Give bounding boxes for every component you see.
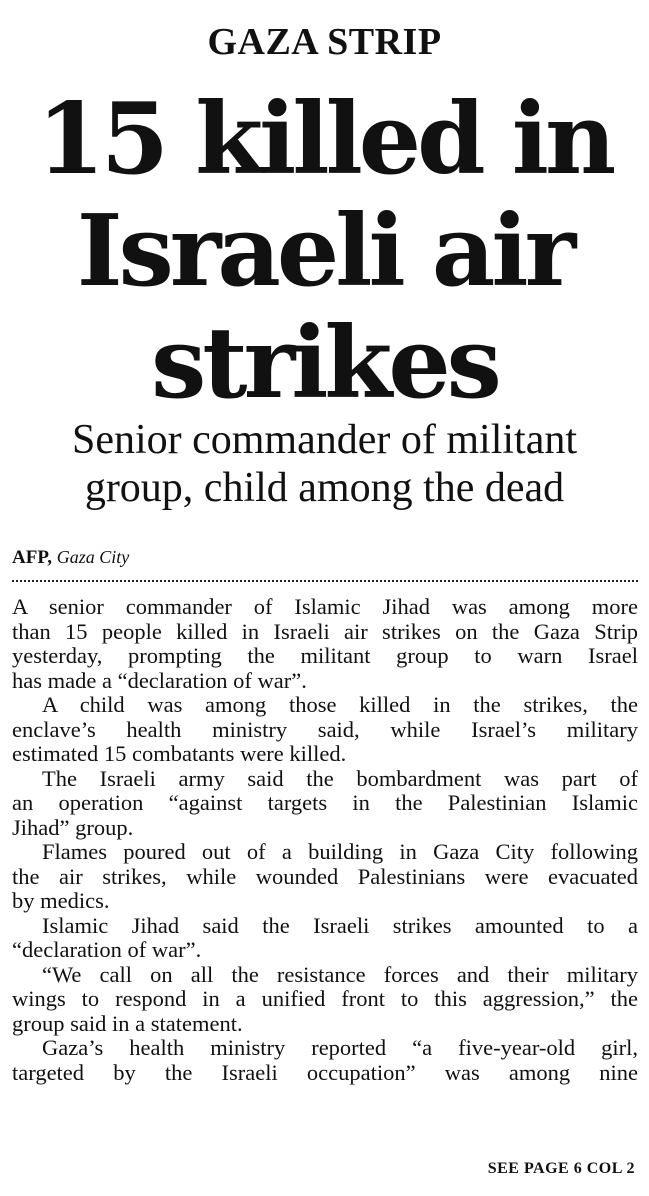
body-line: “We call on all the resistance forces and their military: [42, 962, 638, 987]
subheadline: [0, 416, 649, 512]
body-line: enclave’s health ministry said, while Israel’s military: [12, 717, 638, 742]
body-line: Flames poured out of a building in Gaza City following: [42, 840, 638, 864]
body-line: Islamic Jihad said the Israeli strikes amounted to a: [42, 913, 638, 938]
body-paragraph: [12, 1036, 638, 1085]
body-line: has made a “declaration of war”.: [12, 668, 307, 693]
section-kicker: GAZA STRIP: [207, 21, 442, 63]
body-line: by medics.: [12, 889, 110, 913]
body-line: than 15 people killed in Israeli air strikes on the Gaza Strip: [12, 619, 638, 644]
byline-place: Gaza City: [56, 547, 130, 567]
body-line: yesterday, prompting the militant group to warn Israel: [12, 644, 638, 668]
headline-line: Israeli air: [76, 194, 573, 309]
body-paragraph: [12, 963, 638, 1037]
body-line: targeted by the Israeli occupation” was among nine: [12, 1060, 638, 1085]
body-line: estimated 15 combatants were killed.: [12, 742, 347, 766]
headline-line: 15 killed in: [36, 82, 613, 197]
body-line: an operation “against targets in the Palestinian Islamic: [12, 791, 638, 815]
body-line: A child was among those killed in the strikes, the: [42, 693, 638, 717]
headline: [0, 84, 649, 420]
jump-line: SEE PAGE 6 COL 2: [487, 1160, 635, 1177]
body-paragraph: [12, 693, 638, 767]
dotted-divider: [12, 580, 638, 582]
body-line: The Israeli army said the bombardment was part of: [42, 766, 638, 791]
subheadline-line: Senior commander of militant: [71, 417, 578, 463]
body-paragraph: [12, 595, 638, 693]
body-line: wings to respond in a unified front to this aggression,” the: [12, 987, 638, 1011]
body-paragraph: [12, 767, 638, 841]
body-line: Jihad” group.: [12, 815, 134, 840]
byline-agency: AFP,: [12, 547, 52, 568]
body-paragraph: [12, 840, 638, 914]
body-line: group said in a statement.: [12, 1011, 243, 1036]
body-paragraph: [12, 914, 638, 963]
body-line: Gaza’s health ministry reported “a five-year-old girl,: [42, 1036, 638, 1060]
body-line: the air strikes, while wounded Palestinians were evacuated: [12, 864, 638, 889]
subheadline-line: group, child among the dead: [84, 465, 565, 511]
article-body: [12, 595, 638, 1085]
body-line: A senior commander of Islamic Jihad was among more: [12, 595, 638, 619]
byline: [12, 546, 129, 569]
body-line: “declaration of war”.: [12, 938, 202, 962]
headline-line: strikes: [151, 306, 498, 421]
